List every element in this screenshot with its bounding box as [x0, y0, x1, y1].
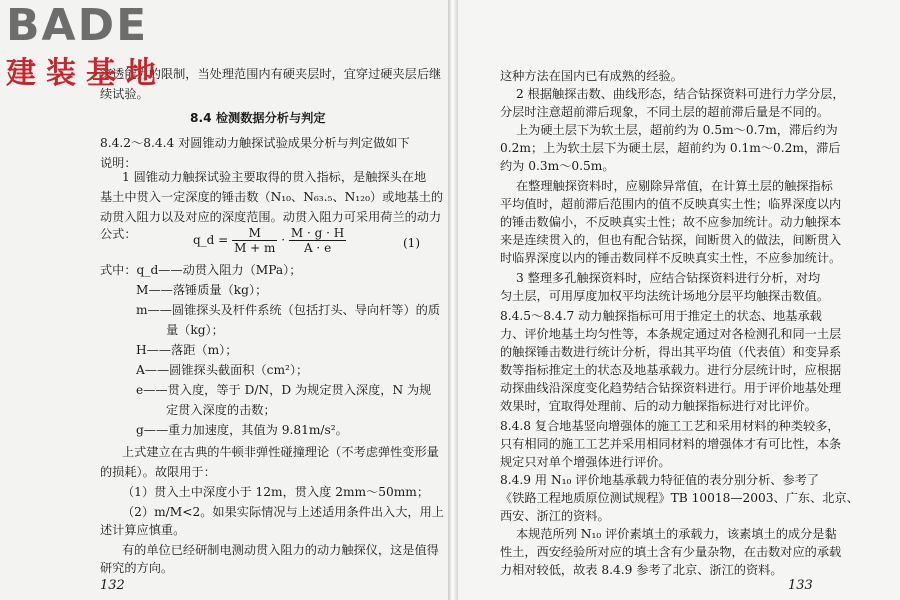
text-line: A——圆锥探头截面积（cm²）；	[136, 363, 309, 377]
text-line: （2）m/M<2。如果实际情况与上述适用条件出入大，用上	[122, 505, 444, 519]
text-line: 分层时注意超前滞后现象，不同土层的超前滞后量是不同的。	[500, 105, 830, 119]
text-line: 的锤击数偏小，不反映真实土性；故不应参加统计。动力触探本	[500, 215, 842, 229]
text-line: 基土中贯入一定深度的锤击数（N₁₀、N₆₃.₅、N₁₂₀）或地基土的	[100, 190, 444, 204]
text-line: H——落距（m）；	[136, 343, 238, 357]
formula-fraction-2	[289, 226, 346, 255]
text-line: 续试验。	[100, 87, 149, 101]
text-line: 的触探锤击数进行统计分析，得出其平均值（代表值）和变异系	[500, 345, 842, 359]
text-line: 本规范所列 N₁₀ 评价素填土的承载力，该素填土的成分是黏	[516, 527, 837, 541]
text-line: 公式：	[100, 227, 137, 241]
clause-heading: 8.4.9 用 N₁₀ 评价地基承载力特征值的表分别分析、参考了	[500, 473, 820, 487]
text-line: 0.2m；上为软土层下为硬土层，超前约为 0.1m～0.2m，滞后	[500, 141, 841, 155]
text-line: 只有相同的施工工艺并采用相同材料的增强体才有可比性，本条	[500, 437, 842, 451]
text-line: （1）贯入土中深度小于 12m，贯入度 2mm～50mm；	[122, 485, 430, 499]
logo-subtitle: 建装基地	[6, 56, 166, 91]
text-line: 《铁路工程地质原位测试规程》TB 10018—2003、广东、北京、	[500, 491, 859, 505]
text-line: 在整理触探资料时，应剔除异常值，在计算土层的触探指标	[516, 179, 833, 193]
page-number: 133	[788, 578, 813, 593]
dynamic-formula	[193, 226, 433, 255]
text-line: 研究的方向。	[100, 561, 174, 575]
text-line: m——圆锥探头及杆件系统（包括打头、导向杆等）的质	[136, 303, 441, 317]
formula-dot: ·	[281, 233, 286, 247]
clause-heading: 8.4.2～8.4.4 对圆锥动力触探试验成果分析与判定做如下	[100, 136, 410, 150]
text-line: 力、评价地基土均匀性等，本条规定通过对各检测孔和同一土层	[500, 327, 842, 341]
text-line: 定贯入深度的击数；	[166, 403, 276, 417]
text-line: 性土，西安经验所对应的填土含有少量杂物，在击数对应的承载	[500, 545, 842, 559]
section-heading: 8.4 检测数据分析与判定	[190, 111, 326, 125]
text-line: 量（kg）；	[166, 323, 224, 337]
text-line: 动贯入阻力以及对应的深度范围。动贯入阻力可采用荷兰的动力	[100, 210, 442, 224]
text-line: 效果时，宜取得处理前、后的动力触探指标进行对比评价。	[500, 399, 817, 413]
text-line: 动探曲线沿深度变化趋势结合钻探资料进行。用于评价地基处理	[500, 381, 842, 395]
formula-number: (1)	[403, 236, 420, 250]
clause-heading: 8.4.8 复合地基竖向增强体的施工工艺和采用材料的种类较多，	[500, 419, 840, 433]
text-line: 上式建立在古典的牛顿非弹性碰撞理论（不考虑弹性变形量	[122, 445, 439, 459]
text-line: 说明：	[100, 156, 137, 170]
text-line: 数等指标推定土的状态及地基承载力。进行分层统计时，应根据	[500, 363, 842, 377]
clause-heading: 8.4.5～8.4.7 动力触探指标可用于推定土的状态、地基承载	[500, 309, 822, 323]
text-line: 2 根据触探击数、曲线形态，结合钻探资料可进行力学分层，	[516, 87, 845, 101]
text-line: 来是连续贯入的，但也有配合钻探，间断贯入的做法，间断贯入	[500, 233, 842, 247]
formula-denominator: M + m	[234, 241, 276, 255]
logo-wordmark: BADE	[6, 0, 149, 51]
brand-logo	[6, 0, 176, 96]
formula-lhs: q_d =	[193, 233, 229, 247]
text-line: 式中：q_d——动贯入阻力（MPa）；	[100, 263, 302, 277]
formula-denominator: A · e	[303, 241, 332, 255]
text-line: 时临界深度以内的锤击数同样不反映真实土性，不应参加统计。	[500, 251, 842, 265]
text-line: 平均值时，超前滞后范围内的值不反映真实土性；临界深度以内	[500, 197, 842, 211]
page-number: 132	[100, 578, 125, 593]
text-line: 规定只对单个增强体进行评价。	[500, 455, 671, 469]
text-line: M——落锤质量（kg）；	[136, 283, 268, 297]
text-line: 力相对较低，故表 8.4.9 参考了北京、浙江的资料。	[500, 563, 783, 577]
text-line: 的损耗）。故限用于：	[100, 465, 216, 479]
text-line: 1 圆锥动力触探试验主要取得的贯入指标，是触探头在地	[122, 170, 427, 184]
text-line: 有的单位已经研制电测动贯入阻力的动力触探仪，这是值得	[122, 543, 439, 557]
text-line: 述计算应慎重。	[100, 523, 186, 537]
formula-fraction-1	[232, 226, 277, 255]
text-line: 这种方法在国内已有成熟的经验。	[500, 69, 683, 83]
text-line: e——贯入度，等于 D/N，D 为规定贯入深度，N 为规	[136, 383, 432, 397]
text-line: 约为 0.3m～0.5m。	[500, 159, 615, 173]
formula-numerator: M · g · H	[290, 226, 345, 240]
text-line: g——重力加速度，其值为 9.81m/s²。	[136, 423, 348, 437]
book-gutter	[448, 0, 458, 600]
text-line: 3 整理多孔触探资料时，应结合钻探资料进行分析，对均	[516, 271, 821, 285]
text-line: 匀土层，可用厚度加权平均法统计场地分层平均触探击数值。	[500, 289, 830, 303]
text-line: 西安、浙江的资料。	[500, 509, 610, 523]
text-line: 上为硬土层下为软土层，超前约为 0.5m～0.7m，滞后约为	[516, 123, 838, 137]
right-page	[458, 0, 900, 600]
formula-numerator: M	[232, 226, 277, 241]
text-line: 穿透能力的限制，当处理范围内有硬夹层时，宜穿过硬夹层后继	[100, 67, 442, 81]
